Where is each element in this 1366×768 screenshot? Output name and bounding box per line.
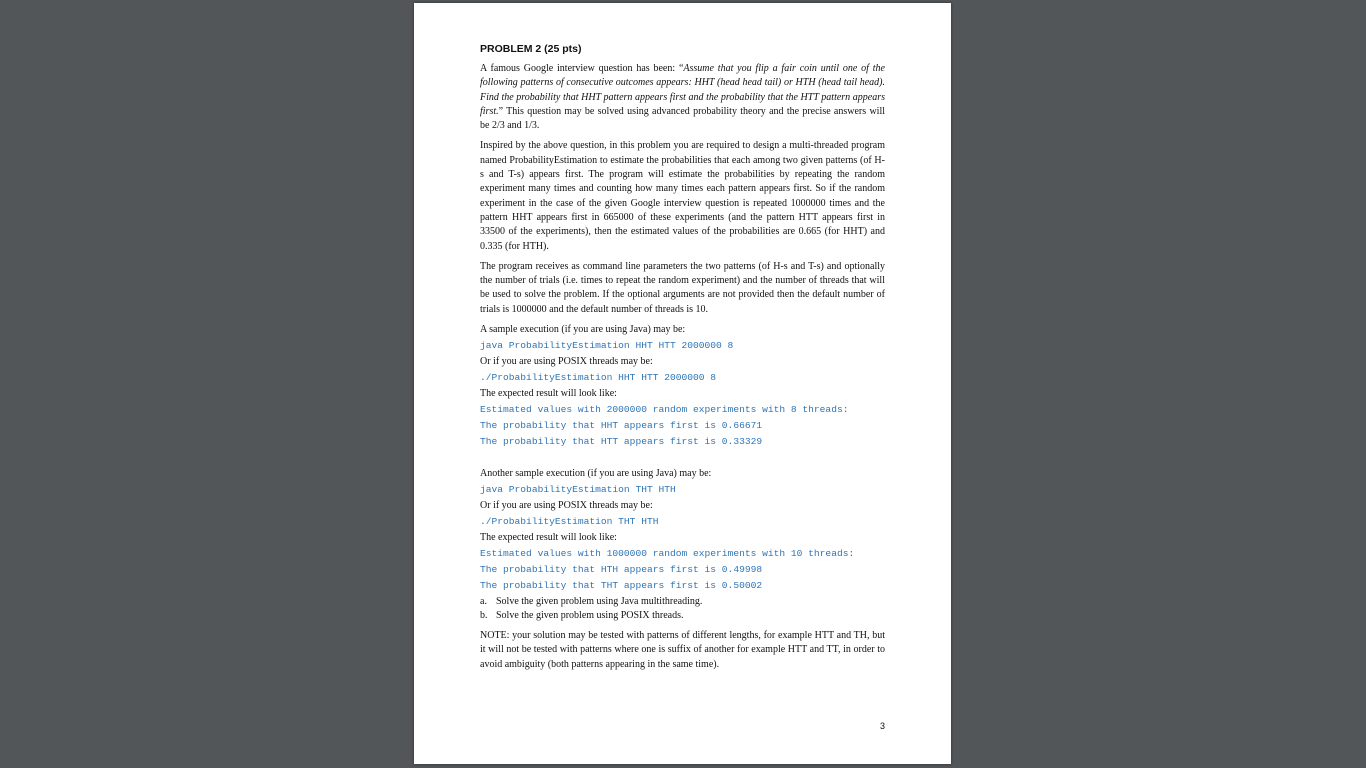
sample1-java-intro: A sample execution (if you are using Java) may be: — [480, 324, 686, 336]
task-text: Solve the given problem using POSIX threads. — [496, 610, 684, 622]
sample2-posix-command: ./ProbabilityEstimation THT HTH — [480, 516, 659, 528]
note-paragraph: NOTE: your solution may be tested with patterns of different lengths, for example HTT and TH, but it will not be tested with patterns where one is suffix of another for example HTT and TT, in order to avoid ambiguity (both patterns appearing in the same time). — [480, 630, 885, 670]
sample2-java-command: java ProbabilityEstimation THT HTH — [480, 484, 676, 496]
sample1-result-intro: The expected result will look like: — [480, 388, 617, 400]
problem-title: PROBLEM 2 (25 pts) — [480, 43, 582, 55]
sample1-output-line-3: The probability that HTT appears first is 0.33329 — [480, 436, 763, 448]
task-item-b — [480, 609, 885, 623]
intro-lead: A famous Google interview question has been: “ — [480, 63, 684, 74]
intro-quote: Assume that you flip a fair coin until one of the following patterns of consecutive outcomes appears: HHT (head head tail) or HTH (head tail head). Find the probability that HHT pattern appears first and the probability that the HTT pattern appears first. — [480, 63, 885, 117]
page-number: 3 — [879, 721, 885, 731]
sample2-result-intro: The expected result will look like: — [480, 532, 617, 544]
sample1-output-line-2: The probability that HHT appears first is 0.66671 — [480, 420, 763, 432]
sample2-posix-intro: Or if you are using POSIX threads may be: — [480, 500, 653, 512]
task-marker: a. — [480, 596, 487, 608]
sample2-output-line-3: The probability that THT appears first is 0.50002 — [480, 580, 763, 592]
task-list — [480, 595, 885, 623]
task-text: Solve the given problem using Java multithreading. — [496, 596, 703, 608]
sample2-output-line-1: Estimated values with 1000000 random experiments with 10 threads: — [480, 548, 855, 560]
task-marker: b. — [480, 610, 488, 622]
document-page — [414, 3, 951, 764]
sample2-output-line-2: The probability that HTH appears first is 0.49998 — [480, 564, 763, 576]
intro-paragraph — [480, 62, 885, 133]
sample1-posix-command: ./ProbabilityEstimation HHT HTT 2000000 8 — [480, 372, 717, 384]
sample2-java-intro: Another sample execution (if you are using Java) may be: — [480, 468, 712, 480]
task-description-paragraph: Inspired by the above question, in this problem you are required to design a multi-threaded program named ProbabilityEstimation to estimate the probabilities that each among two given patterns (of H-s and T-s) appears first. The program will estimate the probabilities by repeating the random experiment many times and counting how many times each pattern appears first. So if the random experiment in the case of the given Google interview question is repeated 1000000 times and the pattern HHT appears first in 665000 of these experiments (and the pattern HTT appears first in 33500 of the experiments), then the estimated values of the probabilities are 0.665 (for HHT) and 0.335 (for HTH). — [480, 140, 885, 252]
intro-tail: ” This question may be solved using advanced probability theory and the precise answers will be 2/3 and 1/3. — [480, 105, 885, 132]
sample1-posix-intro: Or if you are using POSIX threads may be: — [480, 356, 653, 368]
page-content — [480, 42, 885, 678]
sample1-java-command: java ProbabilityEstimation HHT HTT 2000000 8 — [480, 340, 734, 352]
spacer — [480, 451, 885, 467]
parameters-paragraph: The program receives as command line parameters the two patterns (of H-s and T-s) and optionally the number of trials (i.e. times to repeat the random experiment) and the number of threads that will be used to solve the problem. If the optional arguments are not provided then the default number of trials is 1000000 and the default number of threads is 10. — [480, 260, 885, 315]
sample1-output-line-1: Estimated values with 2000000 random experiments with 8 threads: — [480, 404, 849, 416]
task-item-a — [480, 595, 885, 609]
